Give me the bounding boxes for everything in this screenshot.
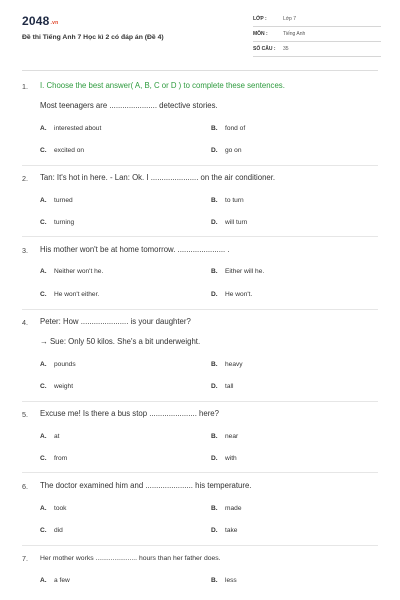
question-text: Tan: It's hot in here. - Lan: Ok. I ...................... on the air conditioner.	[40, 173, 276, 182]
option-letter: A.	[40, 505, 47, 512]
question-divider	[22, 545, 378, 546]
option-c[interactable]	[40, 383, 73, 390]
option-c[interactable]	[40, 219, 74, 226]
option-a[interactable]	[40, 577, 70, 584]
option-text: turning	[54, 219, 75, 226]
option-letter: D.	[211, 455, 218, 462]
option-c[interactable]	[40, 527, 63, 534]
question-number: 5.	[22, 410, 28, 419]
option-letter: D.	[211, 147, 218, 154]
option-c[interactable]	[40, 291, 99, 298]
option-c[interactable]	[40, 455, 67, 462]
option-letter: C.	[40, 527, 47, 534]
option-text: excited on	[54, 147, 85, 154]
question-text: The doctor examined him and ...................... his temperature.	[40, 481, 252, 490]
option-a[interactable]	[40, 361, 76, 368]
option-letter: C.	[40, 455, 47, 462]
option-letter: B.	[211, 125, 218, 132]
option-text: Neither won't he.	[54, 268, 104, 275]
question-divider	[22, 472, 378, 473]
option-text: took	[54, 505, 67, 512]
option-letter: A.	[40, 361, 47, 368]
option-text: go on	[225, 147, 242, 154]
meta-value: Tiếng Anh	[283, 31, 306, 37]
option-letter: A.	[40, 577, 47, 584]
question-text: Her mother works ...................... hours than her father does.	[40, 555, 221, 562]
option-text: turned	[54, 197, 73, 204]
option-text: heavy	[225, 361, 243, 368]
option-a[interactable]	[40, 268, 103, 275]
option-text: made	[225, 505, 242, 512]
option-d[interactable]	[211, 219, 247, 226]
option-text: Either will he.	[225, 268, 265, 275]
option-text: at	[54, 433, 60, 440]
option-b[interactable]	[211, 577, 237, 584]
option-d[interactable]	[211, 455, 237, 462]
option-d[interactable]	[211, 383, 233, 390]
option-text: less	[225, 577, 237, 584]
question-number: 1.	[22, 82, 28, 91]
logo-text: 2048	[22, 14, 50, 28]
option-b[interactable]	[211, 361, 243, 368]
option-text: take	[225, 527, 238, 534]
meta-class	[253, 14, 381, 27]
question-answer-line: → Sue: Only 50 kilos. She's a bit underweight.	[40, 337, 201, 346]
option-letter: D.	[211, 383, 218, 390]
option-text: did	[54, 527, 63, 534]
option-letter: A.	[40, 268, 47, 275]
option-a[interactable]	[40, 197, 73, 204]
option-letter: D.	[211, 527, 218, 534]
option-a[interactable]	[40, 433, 60, 440]
meta-value: 35	[283, 46, 289, 52]
question-text: Most teenagers are ...................... detective stories.	[40, 101, 218, 110]
option-letter: C.	[40, 383, 47, 390]
option-letter: D.	[211, 219, 218, 226]
logo-suffix: .vn	[50, 20, 59, 26]
page-header	[0, 0, 400, 68]
option-b[interactable]	[211, 125, 245, 132]
question-number: 2.	[22, 174, 28, 183]
question-number: 6.	[22, 482, 28, 491]
question-divider	[22, 309, 378, 310]
option-text: tall	[225, 383, 234, 390]
question-divider	[22, 236, 378, 237]
option-d[interactable]	[211, 527, 237, 534]
option-letter: B.	[211, 197, 218, 204]
option-letter: A.	[40, 197, 47, 204]
option-text: from	[54, 455, 68, 462]
meta-question-count	[253, 44, 381, 57]
option-text: a few	[54, 577, 70, 584]
option-letter: C.	[40, 291, 47, 298]
question-text: Excuse me! Is there a bus stop ...................... here?	[40, 409, 219, 418]
option-text: near	[225, 433, 239, 440]
option-text: fond of	[225, 125, 246, 132]
site-logo[interactable]	[22, 14, 58, 28]
question-text: Peter: How ...................... is your daughter?	[40, 317, 191, 326]
question-number: 7.	[22, 554, 28, 563]
option-letter: B.	[211, 505, 218, 512]
option-c[interactable]	[40, 147, 84, 154]
option-letter: B.	[211, 577, 218, 584]
option-text: pounds	[54, 361, 76, 368]
meta-value: Lớp 7	[283, 16, 297, 22]
question-divider	[22, 401, 378, 402]
option-letter: C.	[40, 219, 47, 226]
option-b[interactable]	[211, 197, 244, 204]
option-b[interactable]	[211, 505, 242, 512]
option-text: weight	[54, 383, 74, 390]
question-number: 4.	[22, 318, 28, 327]
option-letter: A.	[40, 433, 47, 440]
option-d[interactable]	[211, 291, 252, 298]
option-text: interested about	[54, 125, 102, 132]
option-a[interactable]	[40, 125, 101, 132]
document-title: Đề thi Tiếng Anh 7 Học kì 2 có đáp án (Đề 4)	[22, 34, 164, 41]
header-divider	[22, 70, 378, 71]
meta-label: MÔN :	[253, 31, 268, 37]
question-text: His mother won't be at home tomorrow. ...................... .	[40, 245, 230, 254]
question-divider	[22, 165, 378, 166]
option-b[interactable]	[211, 268, 264, 275]
option-text: will turn	[225, 219, 248, 226]
meta-label: LỚP :	[253, 16, 267, 22]
question-number: 3.	[22, 246, 28, 255]
instruction-text: I. Choose the best answer( A, B, C or D ) to complete these sentences.	[40, 81, 285, 90]
option-a[interactable]	[40, 505, 66, 512]
option-text: He won't.	[225, 291, 253, 298]
option-text: He won't either.	[54, 291, 100, 298]
option-letter: D.	[211, 291, 218, 298]
option-b[interactable]	[211, 433, 238, 440]
option-letter: B.	[211, 361, 218, 368]
option-letter: B.	[211, 433, 218, 440]
option-text: to turn	[225, 197, 244, 204]
meta-subject	[253, 29, 381, 42]
option-letter: B.	[211, 268, 218, 275]
option-d[interactable]	[211, 147, 242, 154]
option-text: with	[225, 455, 237, 462]
option-letter: A.	[40, 125, 47, 132]
meta-label: SỐ CÂU :	[253, 46, 276, 52]
option-letter: C.	[40, 147, 47, 154]
